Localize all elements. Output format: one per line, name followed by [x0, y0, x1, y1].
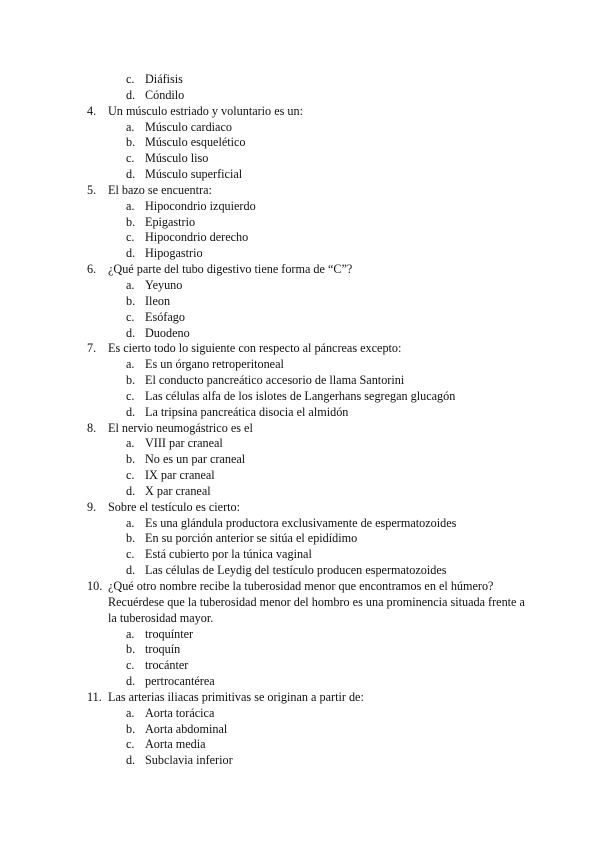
answer-option [0, 516, 600, 532]
option-letter: c. [126, 151, 135, 166]
option-letter: a. [126, 515, 135, 530]
option-text: El conducto pancreático accesorio de llama Santorini [145, 373, 405, 388]
question-number: 8. [87, 420, 97, 435]
option-text: Duodeno [145, 325, 190, 340]
question-item [0, 262, 600, 341]
question-text: la tuberosidad mayor. [108, 610, 214, 625]
option-letter: d. [126, 325, 136, 340]
question-line [0, 500, 600, 516]
option-letter: c. [126, 737, 135, 752]
option-text: VIII par craneal [145, 436, 223, 451]
option-letter: a. [126, 705, 135, 720]
question-line [0, 341, 600, 357]
option-text: Músculo esquelético [145, 135, 246, 150]
option-text: Epigastrio [145, 214, 196, 229]
option-text: Subclavia inferior [145, 753, 233, 768]
question-number: 9. [87, 499, 97, 514]
question-text: Recuérdese que la tuberosidad menor del hombro es una prominencia situada frente a [108, 594, 525, 609]
option-letter: b. [126, 721, 136, 736]
option-letter: d. [126, 674, 136, 689]
option-text: No es un par craneal [145, 452, 246, 467]
answer-option [0, 120, 600, 136]
answer-option [0, 326, 600, 342]
option-letter: b. [126, 293, 136, 308]
answer-option [0, 310, 600, 326]
option-text: Hipocondrio izquierdo [145, 198, 256, 213]
question-item [0, 500, 600, 579]
answer-option [0, 722, 600, 738]
option-letter: a. [126, 357, 135, 372]
option-text: Es una glándula productora exclusivamente de espermatozoides [145, 515, 457, 530]
option-letter: d. [126, 87, 136, 102]
question-number: 10. [87, 579, 103, 593]
option-text: Músculo liso [145, 151, 209, 166]
question-line [0, 690, 600, 706]
option-letter: c. [126, 468, 135, 483]
option-text: Músculo cardiaco [145, 119, 232, 134]
answer-option [0, 230, 600, 246]
answer-option [0, 167, 600, 183]
answer-option [0, 452, 600, 468]
option-text: En su porción anterior se sitúa el epidídimo [145, 531, 358, 546]
question-text: Las arterias iliacas primitivas se originan a partir de: [108, 689, 364, 704]
question-line [0, 183, 600, 199]
option-text: pertrocantérea [145, 674, 215, 689]
question-item [0, 690, 600, 769]
option-letter: b. [126, 214, 136, 229]
answer-option [0, 674, 600, 690]
question-text: Sobre el testículo es cierto: [108, 499, 240, 514]
answer-option [0, 278, 600, 294]
option-letter: d. [126, 563, 136, 578]
question-text: Un músculo estriado y voluntario es un: [108, 103, 303, 118]
question-text: Es cierto todo lo siguiente con respecto al páncreas excepto: [108, 341, 402, 356]
option-letter: a. [126, 277, 135, 292]
question-item [0, 421, 600, 500]
answer-option [0, 135, 600, 151]
answer-option [0, 563, 600, 579]
option-letter: d. [126, 404, 136, 419]
answer-option [0, 706, 600, 722]
option-text: Es un órgano retroperitoneal [145, 357, 284, 372]
answer-option [0, 468, 600, 484]
answer-option [0, 436, 600, 452]
question-line [0, 579, 600, 595]
answer-option [0, 531, 600, 547]
option-letter: a. [126, 436, 135, 451]
question-number: 5. [87, 182, 97, 197]
option-letter: b. [126, 531, 136, 546]
document-page [0, 72, 600, 769]
question-item [0, 341, 600, 420]
question-line [0, 421, 600, 437]
option-letter: d. [126, 167, 136, 182]
option-text: X par craneal [145, 483, 211, 498]
option-letter: a. [126, 626, 135, 641]
option-text: Aorta media [145, 737, 206, 752]
question-number: 4. [87, 103, 97, 118]
option-letter: c. [126, 658, 135, 673]
option-text: Yeyuno [145, 277, 183, 292]
option-letter: b. [126, 373, 136, 388]
question-continuation-line [0, 595, 600, 611]
question-text: El nervio neumogástrico es el [108, 420, 253, 435]
option-letter: a. [126, 198, 135, 213]
option-text: Diáfisis [145, 72, 183, 86]
option-text: Las células de Leydig del testículo producen espermatozoides [145, 563, 447, 578]
option-text: Aorta abdominal [145, 721, 228, 736]
option-letter: d. [126, 753, 136, 768]
answer-option [0, 88, 600, 104]
option-text: Esófago [145, 309, 185, 324]
option-letter: c. [126, 72, 135, 86]
option-text: trocánter [145, 658, 189, 673]
option-letter: b. [126, 642, 136, 657]
answer-option [0, 642, 600, 658]
option-text: Hipogastrio [145, 246, 203, 261]
option-text: Está cubierto por la túnica vaginal [145, 547, 312, 562]
option-text: Hipocondrio derecho [145, 230, 249, 245]
option-letter: c. [126, 547, 135, 562]
question-text: ¿Qué parte del tubo digestivo tiene forma de “C”? [108, 262, 353, 277]
answer-option [0, 357, 600, 373]
answer-option [0, 151, 600, 167]
option-text: Aorta torácica [145, 705, 215, 720]
answer-option [0, 405, 600, 421]
question-text: ¿Qué otro nombre recibe la tuberosidad menor que encontramos en el húmero? [108, 579, 494, 593]
option-letter: c. [126, 230, 135, 245]
question-number: 6. [87, 262, 97, 277]
option-text: Ileon [145, 293, 171, 308]
answer-option [0, 72, 600, 88]
question-item [0, 579, 600, 690]
option-letter: b. [126, 135, 136, 150]
option-text: Las células alfa de los islotes de Langerhans segregan glucagón [145, 388, 456, 403]
option-letter: d. [126, 483, 136, 498]
answer-option [0, 215, 600, 231]
answer-option [0, 484, 600, 500]
question-line [0, 104, 600, 120]
question-text: El bazo se encuentra: [108, 182, 212, 197]
answer-option [0, 373, 600, 389]
option-text: La tripsina pancreática disocia el almidón [145, 404, 349, 419]
question-number: 11. [87, 689, 102, 704]
option-text: Músculo superficial [145, 167, 243, 182]
answer-option [0, 199, 600, 215]
question-line [0, 262, 600, 278]
option-letter: c. [126, 309, 135, 324]
option-text: troquín [145, 642, 181, 657]
option-letter: a. [126, 119, 135, 134]
option-text: troquínter [145, 626, 194, 641]
answer-option [0, 737, 600, 753]
option-letter: d. [126, 246, 136, 261]
answer-option [0, 658, 600, 674]
option-text: Cóndilo [145, 87, 185, 102]
question-item [0, 104, 600, 183]
answer-option [0, 547, 600, 563]
answer-option [0, 246, 600, 262]
option-text: IX par craneal [145, 468, 215, 483]
question-item [0, 183, 600, 262]
answer-option [0, 753, 600, 769]
option-letter: b. [126, 452, 136, 467]
option-letter: c. [126, 388, 135, 403]
question-list [0, 72, 600, 769]
answer-option [0, 389, 600, 405]
answer-option [0, 294, 600, 310]
question-continuation-line [0, 611, 600, 627]
answer-option [0, 627, 600, 643]
question-number: 7. [87, 341, 97, 356]
